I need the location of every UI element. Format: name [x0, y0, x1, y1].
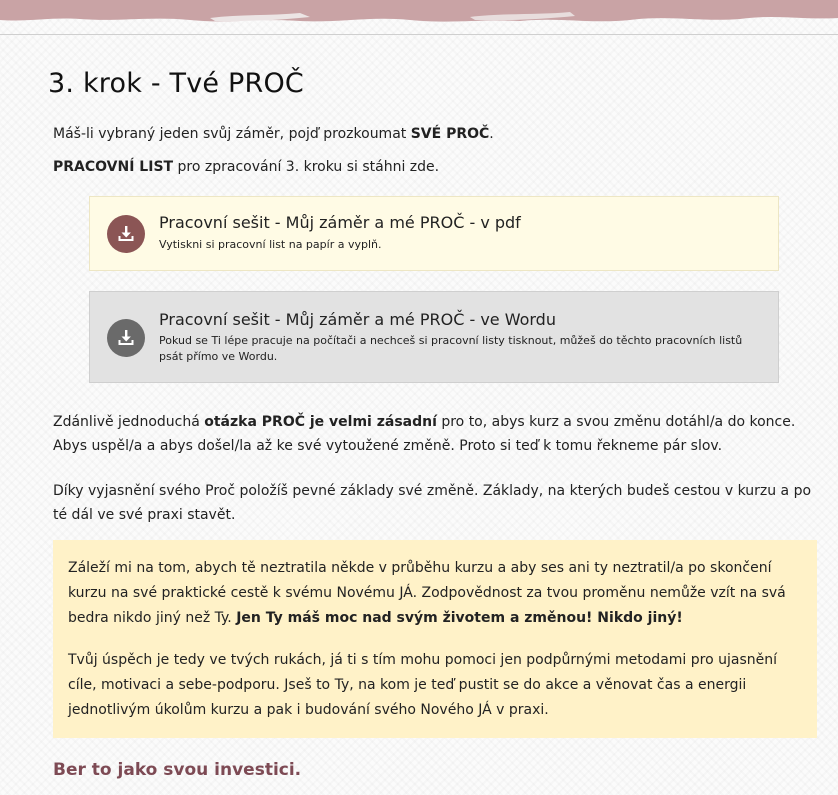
note-p1-text: Záleží mi na tom, abych tě neztratila někde v průběhu kurzu a aby ses ani ty neztratil/a po skončení kurzu na své praktické cestě k svému Novému JÁ. Zodpovědnost za tvou proměnu nemůže vzít na svá bedra nikdo jiný než Ty.: [68, 560, 786, 626]
highlight-note-box: [53, 540, 817, 738]
intro-download-text: pro zpracování 3. kroku si stáhni zde.: [173, 159, 440, 175]
note-paragraph-2: Tvůj úspěch je tedy ve tvých rukách, já ti s tím mohu pomoci jen podpůrnými metodami pro ujasnění cíle, motivaci a sebe-podporu. Jseš to Ty, na kom je teď pustit se do akce a věnovat čas a energii jednotlivým úkolům kurzu a pak i budování svého Nového JÁ v praxi.: [68, 652, 777, 718]
download-pdf-description: Vytiskni si pracovní list na papír a vyplň.: [159, 238, 382, 251]
investment-subheading: Ber to jako svou investici.: [53, 760, 302, 780]
decorative-top-band: [0, 0, 838, 35]
paragraph1-bold: otázka PROČ je velmi zásadní: [204, 414, 437, 430]
paragraph-proc-importance: [53, 410, 818, 458]
paragraph1-text-a: Zdánlivě jednoduchá: [53, 414, 205, 430]
intro-line-2: [53, 155, 813, 179]
note-p1-bold: Jen Ty máš moc nad svým životem a změnou! Nikdo jiný!: [236, 610, 683, 626]
intro-bold-pracovni-list: PRACOVNÍ LIST: [53, 159, 174, 175]
download-pdf-button[interactable]: [89, 196, 779, 271]
intro-bold-sve-proc: SVÉ PROČ: [410, 126, 490, 142]
brush-stroke-band: [0, 0, 838, 34]
download-word-title: Pracovní sešit - Můj záměr a mé PROČ - ve Wordu: [159, 310, 556, 329]
download-icon: [107, 215, 145, 253]
intro-line-1: [53, 122, 813, 146]
paragraph1-text-c: pro to, abys kurz a svou změnu dotáhl/a do konce. Abys uspěl/a a abys došel/la až ke své vytoužené změně. Proto si teď k tomu řekneme pár slov.: [53, 414, 796, 454]
note-paragraph-1: [68, 556, 798, 631]
download-word-description: Pokud se Ti lépe pracuje na počítači a nechceš si pracovní listy tisknout, můžeš do těchto pracovních listů psát přímo ve Wordu.: [159, 334, 743, 363]
paragraph-foundations: Díky vyjasnění svého Proč položíš pevné základy své změně. Základy, na kterých budeš cestou v kurzu a po té dál ve své praxi stavět.: [53, 483, 812, 523]
download-icon: [107, 319, 145, 357]
page-title: 3. krok - Tvé PROČ: [48, 68, 304, 99]
download-pdf-title: Pracovní sešit - Můj záměr a mé PROČ - v pdf: [159, 213, 521, 232]
intro-text-end: .: [489, 126, 494, 142]
download-word-button[interactable]: [89, 291, 779, 383]
intro-text: Máš-li vybraný jeden svůj záměr, pojď prozkoumat: [53, 126, 411, 142]
